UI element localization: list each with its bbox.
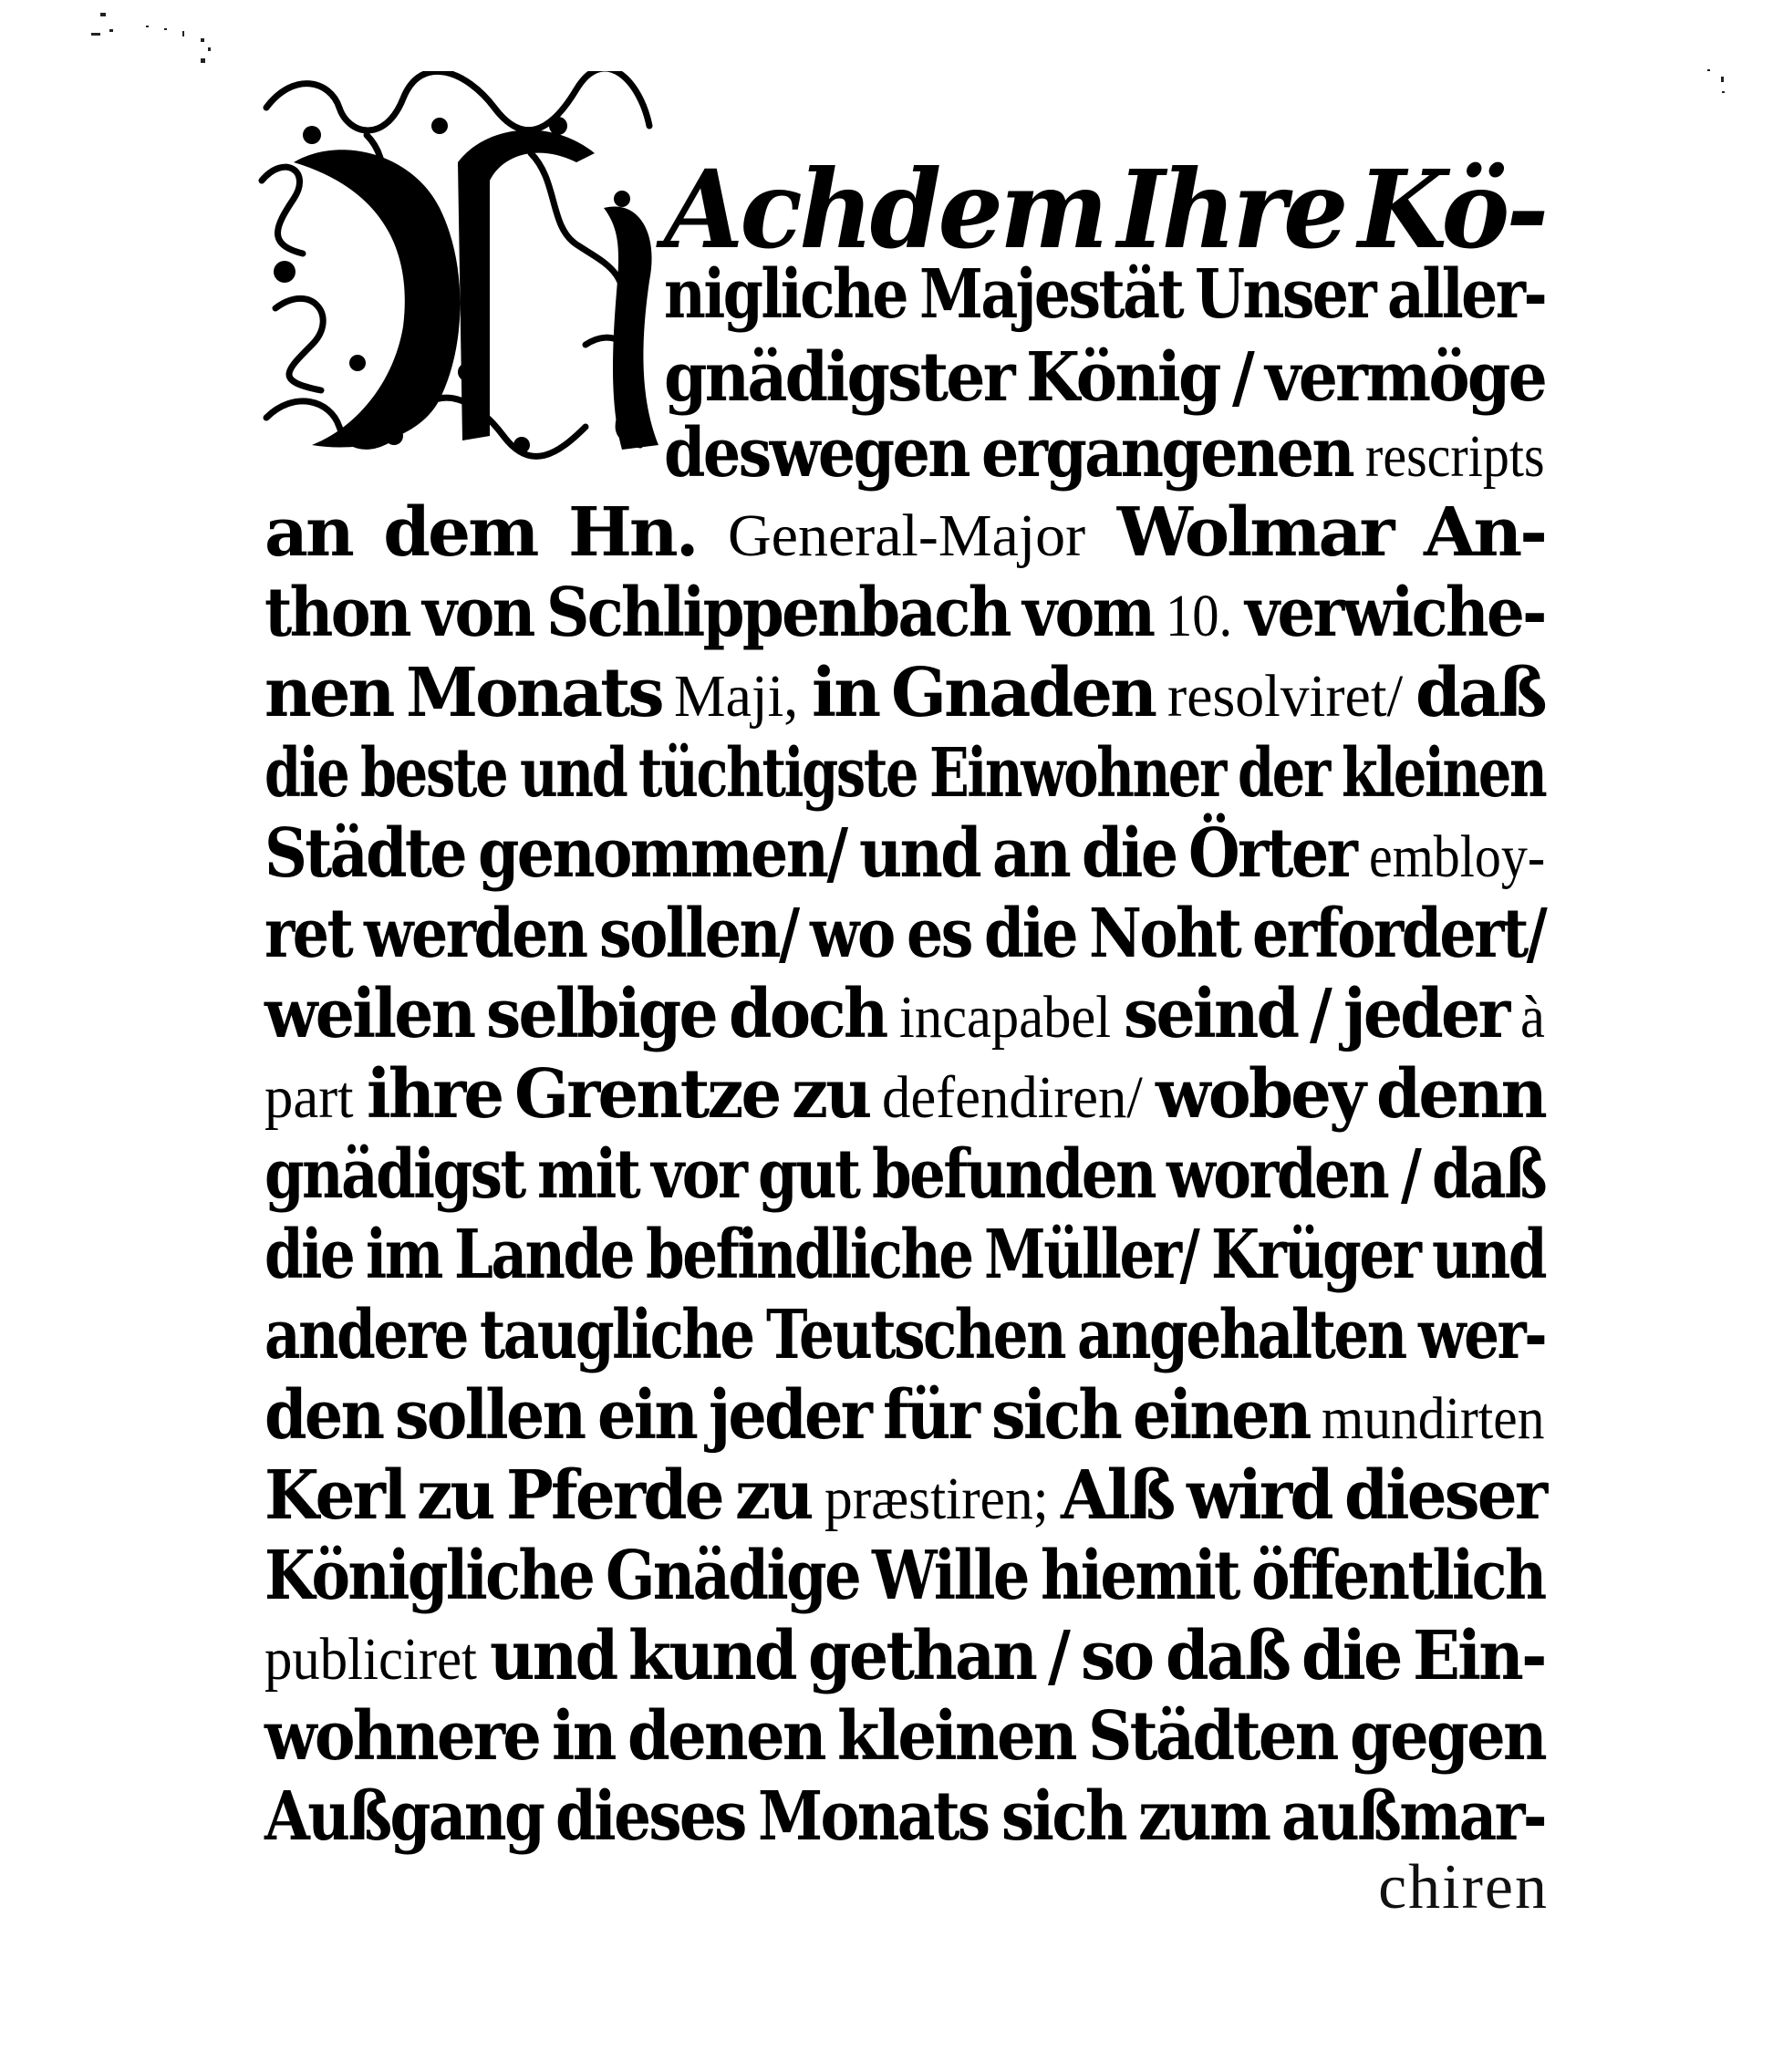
word: daß <box>1431 1135 1546 1214</box>
word: den <box>264 1376 383 1455</box>
word: im <box>366 1216 442 1294</box>
word: König <box>1025 338 1219 417</box>
word: die <box>264 734 348 813</box>
word: zum <box>1137 1777 1269 1856</box>
decorated-initial <box>257 71 662 461</box>
word: / <box>1231 338 1252 417</box>
heading-word: Ihre <box>1117 146 1345 273</box>
word: / <box>1310 975 1331 1053</box>
word: Wille <box>872 1537 1029 1615</box>
word: / <box>1048 1617 1069 1695</box>
word: es <box>906 895 971 973</box>
word: und <box>489 1617 617 1695</box>
word: verwiche- <box>1245 574 1545 652</box>
word: zu <box>792 1055 870 1134</box>
word: / <box>1400 1135 1419 1214</box>
text-line <box>264 1216 1545 1298</box>
word: ihre <box>366 1055 502 1134</box>
text-line <box>664 414 1545 496</box>
word: an <box>264 493 352 572</box>
word: gegen <box>1349 1697 1545 1776</box>
word: Örter <box>1188 814 1356 893</box>
word: andere <box>264 1296 467 1374</box>
word: gethan <box>808 1617 1036 1695</box>
word: resolviret/ <box>1166 663 1404 730</box>
word: die <box>1081 814 1177 893</box>
word: von <box>421 574 534 652</box>
word: Noht <box>1088 895 1239 973</box>
word: Schlippenbach <box>545 574 1010 652</box>
text-line <box>264 1135 1545 1217</box>
word: Teutschen <box>765 1296 1064 1374</box>
text-line <box>264 814 1545 896</box>
word: in <box>552 1697 616 1776</box>
word: jeder <box>1343 975 1509 1053</box>
margin-marks <box>1707 67 1727 95</box>
word: part <box>264 1064 354 1131</box>
word: 10. <box>1165 583 1233 649</box>
word: weilen <box>264 975 474 1053</box>
word: mundirten <box>1322 1385 1545 1452</box>
word: nen <box>264 654 393 732</box>
word: für <box>883 1376 979 1455</box>
word: ergangenen <box>981 414 1353 492</box>
word: sich <box>1001 1777 1125 1856</box>
catchword: chiren <box>1378 1852 1549 1922</box>
word: doch <box>729 975 886 1053</box>
word: und <box>519 734 627 813</box>
word: deswegen <box>664 414 969 492</box>
word: daß <box>1165 1617 1289 1695</box>
word: beste <box>360 734 507 813</box>
text-line <box>664 338 1545 420</box>
text-line <box>264 1537 1545 1619</box>
word: Unser <box>1194 255 1374 334</box>
word: befindliche <box>645 1216 972 1294</box>
word: dieser <box>1343 1456 1545 1535</box>
word: ret <box>264 895 352 973</box>
word: tüchtigste <box>638 734 918 813</box>
word: Maji, <box>674 663 799 730</box>
text-line <box>264 654 1545 736</box>
word: taugliche <box>479 1296 753 1374</box>
word: so <box>1081 1617 1153 1695</box>
word: gut <box>758 1135 859 1214</box>
text-line <box>264 1456 1545 1538</box>
text-line <box>264 1777 1545 1860</box>
word: Majestät <box>918 255 1182 334</box>
text-line <box>264 574 1545 656</box>
word: Außgang <box>264 1777 544 1856</box>
word: Grentze <box>513 1055 780 1134</box>
word: öffentlich <box>1251 1537 1545 1615</box>
word: rescripts <box>1365 423 1545 490</box>
text-line <box>264 1055 1545 1137</box>
word: nigliche <box>664 255 907 334</box>
word: der <box>1237 734 1329 813</box>
word: thon <box>264 574 410 652</box>
word: zu <box>734 1456 812 1535</box>
word: und <box>1431 1216 1545 1294</box>
text-line <box>264 734 1545 816</box>
word: Ein- <box>1413 1617 1545 1695</box>
word: præstiren; <box>824 1466 1049 1532</box>
word: hiemit <box>1041 1537 1239 1615</box>
word: erfordert/ <box>1251 895 1545 973</box>
word: an <box>991 814 1069 893</box>
word: wer- <box>1417 1296 1545 1374</box>
word: denn <box>1376 1055 1546 1134</box>
word: ein <box>596 1376 697 1455</box>
word: wobey <box>1156 1055 1364 1134</box>
text-line <box>264 895 1545 977</box>
text-line <box>264 975 1545 1057</box>
word: incapabel <box>898 984 1112 1051</box>
word: und <box>858 814 980 893</box>
word: seind <box>1124 975 1298 1053</box>
word: dieses <box>555 1777 746 1856</box>
word: Hn. <box>567 493 697 572</box>
word: Kerl <box>264 1456 405 1535</box>
word: Müller/ <box>984 1216 1198 1294</box>
word: Monats <box>405 654 662 732</box>
word: Gnädige <box>606 1537 860 1615</box>
word: jeder <box>709 1376 871 1455</box>
word: vor <box>650 1135 746 1214</box>
text-line <box>664 255 1545 337</box>
word: aller- <box>1386 255 1546 334</box>
word: kund <box>628 1617 796 1695</box>
word: die <box>1301 1617 1401 1695</box>
text-line <box>264 1617 1545 1699</box>
word: kleinen <box>1341 734 1546 813</box>
word: genommen/ <box>478 814 846 893</box>
word: werden <box>364 895 586 973</box>
word: vermöge <box>1264 338 1545 417</box>
word: General-Major <box>728 502 1086 569</box>
word: denen <box>627 1697 824 1776</box>
word: sollen/ <box>598 895 798 973</box>
word: Lande <box>454 1216 634 1294</box>
heading-word: Achdem <box>664 146 1105 273</box>
word: Krüger <box>1210 1216 1420 1294</box>
word: selbige <box>486 975 717 1053</box>
word: à <box>1520 984 1545 1051</box>
word: Königliche <box>264 1537 594 1615</box>
word: sollen <box>395 1376 585 1455</box>
text-line <box>264 1296 1545 1378</box>
word: Städten <box>1087 1697 1337 1776</box>
text-line <box>264 1697 1545 1779</box>
word: einen <box>1132 1376 1310 1455</box>
word: wo <box>810 895 894 973</box>
heading-line <box>664 146 1546 273</box>
word: zu <box>417 1456 494 1535</box>
word: worden <box>1166 1135 1388 1214</box>
word: gnädigst <box>264 1135 524 1214</box>
word: Pferde <box>506 1456 722 1535</box>
heading-word: Kö- <box>1357 146 1546 273</box>
word: vom <box>1021 574 1153 652</box>
word: Gnaden <box>890 654 1155 732</box>
word: außmar- <box>1280 1777 1545 1856</box>
word: Wolmar <box>1116 493 1393 572</box>
word: kleinen <box>836 1697 1075 1776</box>
text-line <box>264 493 1545 575</box>
text-line <box>264 1376 1545 1458</box>
word: mit <box>536 1135 638 1214</box>
word: publiciret <box>264 1626 477 1693</box>
word: Monats <box>758 1777 989 1856</box>
word: daß <box>1415 654 1545 732</box>
word: wohnere <box>264 1697 540 1776</box>
word: embloy- <box>1368 824 1545 890</box>
word: dem <box>383 493 537 572</box>
word: befunden <box>871 1135 1155 1214</box>
word: in <box>811 654 878 732</box>
pencil-marks <box>91 5 246 69</box>
word: An- <box>1424 493 1545 572</box>
word: die <box>983 895 1076 973</box>
word: wird <box>1186 1456 1332 1535</box>
word: Alß <box>1061 1456 1174 1535</box>
word: angehalten <box>1076 1296 1405 1374</box>
word: defendiren/ <box>882 1064 1144 1131</box>
word: Städte <box>264 814 466 893</box>
word: gnädigster <box>664 338 1013 417</box>
word: Einwohner <box>929 734 1226 813</box>
word: sich <box>990 1376 1120 1455</box>
word: die <box>264 1216 354 1294</box>
